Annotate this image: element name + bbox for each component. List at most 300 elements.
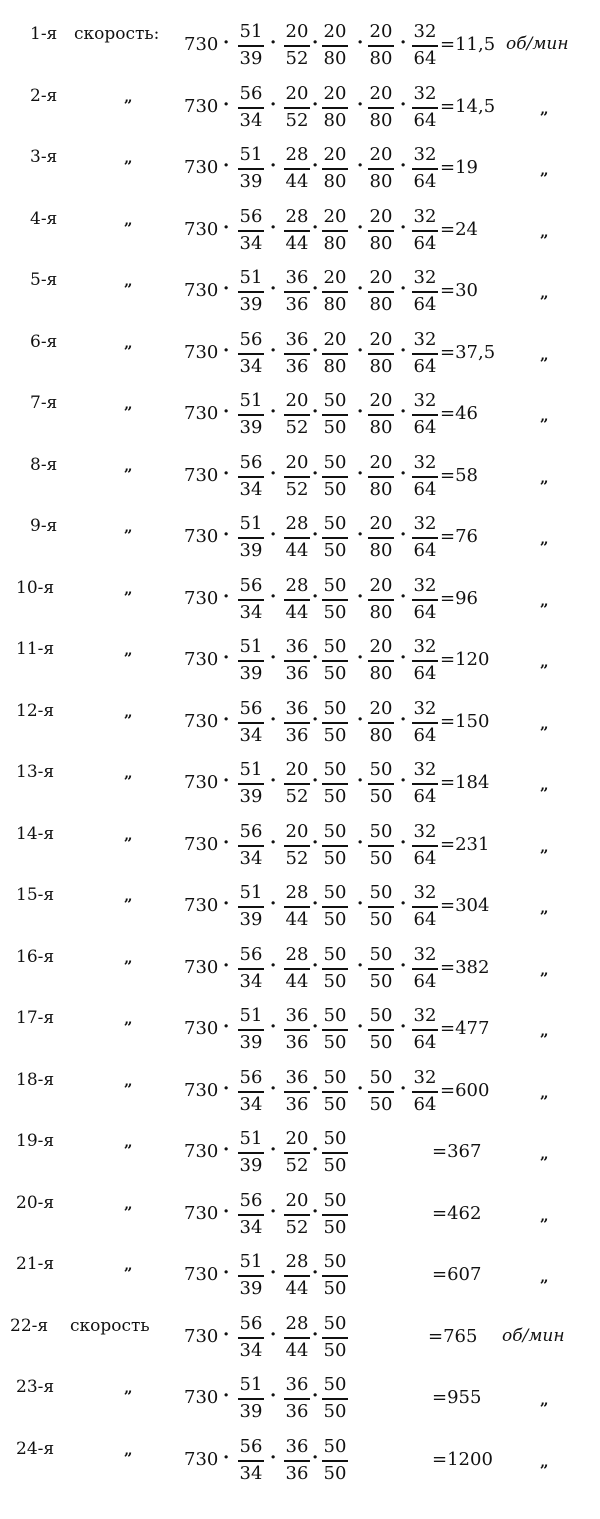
fraction-numerator: 20 — [323, 83, 347, 104]
gear-fraction — [236, 570, 266, 630]
fraction-denominator: 39 — [239, 171, 263, 192]
unit-ditto-mark: „ — [540, 961, 549, 979]
gear-fraction — [320, 1308, 350, 1368]
fraction-denominator: 36 — [285, 1463, 309, 1484]
fraction-bar — [368, 230, 394, 232]
fraction-denominator: 34 — [239, 971, 263, 992]
gear-fraction — [236, 754, 266, 814]
gear-fraction — [410, 447, 440, 507]
multiply-dot: · — [270, 647, 277, 668]
fraction-denominator: 50 — [323, 909, 347, 930]
fraction-bar — [238, 906, 264, 908]
fraction-numerator: 20 — [369, 329, 393, 350]
fraction-denominator: 80 — [369, 48, 393, 69]
multiply-dot: · — [357, 832, 364, 853]
fraction-denominator: 80 — [323, 233, 347, 254]
gear-fraction — [282, 570, 312, 630]
fraction-bar — [284, 1152, 310, 1154]
fraction-bar — [412, 230, 438, 232]
speed-label: скорость: — [74, 24, 160, 44]
base-value: 730 — [184, 649, 219, 670]
gear-fraction — [282, 139, 312, 199]
fraction-denominator: 80 — [323, 171, 347, 192]
fraction-numerator: 50 — [323, 1374, 347, 1395]
formula-row — [0, 877, 600, 939]
ditto-mark: „ — [124, 518, 133, 536]
multiply-dot: · — [312, 524, 319, 545]
result-value: =477 — [440, 1018, 490, 1039]
gear-fraction — [366, 816, 396, 876]
fraction-numerator: 32 — [413, 452, 437, 473]
multiply-dot: · — [223, 770, 230, 791]
fraction-bar — [322, 1398, 348, 1400]
gear-fraction — [282, 693, 312, 753]
multiply-dot: · — [312, 32, 319, 53]
ditto-mark: „ — [124, 1195, 133, 1213]
gear-fraction — [366, 324, 396, 384]
fraction-denominator: 64 — [413, 540, 437, 561]
fraction-bar — [322, 845, 348, 847]
fraction-denominator: 44 — [285, 1278, 309, 1299]
fraction-numerator: 50 — [323, 390, 347, 411]
result-value: =367 — [432, 1141, 482, 1162]
gear-fraction — [282, 385, 312, 445]
base-value: 730 — [184, 526, 219, 547]
base-value: 730 — [184, 403, 219, 424]
gear-fraction — [236, 139, 266, 199]
base-value: 730 — [184, 834, 219, 855]
fraction-bar — [322, 1214, 348, 1216]
speed-index: 13-я — [16, 762, 55, 782]
fraction-numerator: 32 — [413, 882, 437, 903]
gear-fraction — [410, 816, 440, 876]
formula-row — [0, 1185, 600, 1247]
multiply-dot: · — [223, 1078, 230, 1099]
multiply-dot: · — [312, 770, 319, 791]
multiply-dot: · — [270, 586, 277, 607]
fraction-bar — [322, 1460, 348, 1462]
multiply-dot: · — [270, 1385, 277, 1406]
multiply-dot: · — [223, 1139, 230, 1160]
unit-ditto-mark: „ — [540, 653, 549, 671]
fraction-numerator: 32 — [413, 821, 437, 842]
speed-index: 6-я — [30, 332, 58, 352]
ditto-mark: „ — [124, 1010, 133, 1028]
fraction-numerator: 32 — [413, 144, 437, 165]
fraction-numerator: 50 — [369, 821, 393, 842]
multiply-dot: · — [357, 217, 364, 238]
fraction-denominator: 52 — [285, 1155, 309, 1176]
fraction-numerator: 56 — [239, 698, 263, 719]
gear-fraction — [366, 16, 396, 76]
speed-index: 23-я — [16, 1377, 55, 1397]
gear-fraction — [410, 78, 440, 138]
fraction-denominator: 34 — [239, 356, 263, 377]
fraction-bar — [322, 414, 348, 416]
multiply-dot: · — [223, 586, 230, 607]
speed-label: скорость — [70, 1316, 150, 1336]
fraction-numerator: 36 — [285, 1005, 309, 1026]
fraction-denominator: 39 — [239, 294, 263, 315]
unit-ditto-mark: „ — [540, 469, 549, 487]
fraction-bar — [284, 845, 310, 847]
fraction-numerator: 50 — [323, 1067, 347, 1088]
multiply-dot: · — [270, 1447, 277, 1468]
unit-ditto-mark: „ — [540, 715, 549, 733]
gear-fraction — [320, 1062, 350, 1122]
fraction-denominator: 50 — [323, 540, 347, 561]
gear-fraction — [236, 693, 266, 753]
fraction-bar — [238, 968, 264, 970]
gear-fraction — [282, 939, 312, 999]
fraction-numerator: 20 — [285, 452, 309, 473]
fraction-numerator: 28 — [285, 1313, 309, 1334]
fraction-denominator: 36 — [285, 663, 309, 684]
fraction-numerator: 51 — [239, 513, 263, 534]
speed-index: 3-я — [30, 147, 58, 167]
fraction-denominator: 50 — [369, 786, 393, 807]
fraction-numerator: 32 — [413, 206, 437, 227]
fraction-numerator: 36 — [285, 329, 309, 350]
result-value: =955 — [432, 1387, 482, 1408]
base-value: 730 — [184, 1264, 219, 1285]
gear-fraction — [410, 939, 440, 999]
base-value: 730 — [184, 895, 219, 916]
fraction-denominator: 39 — [239, 786, 263, 807]
fraction-denominator: 52 — [285, 479, 309, 500]
multiply-dot: · — [312, 1139, 319, 1160]
gear-fraction — [282, 1000, 312, 1060]
fraction-numerator: 56 — [239, 1190, 263, 1211]
multiply-dot: · — [270, 1139, 277, 1160]
fraction-bar — [412, 783, 438, 785]
ditto-mark: „ — [124, 764, 133, 782]
fraction-bar — [412, 537, 438, 539]
fraction-numerator: 36 — [285, 636, 309, 657]
fraction-denominator: 50 — [323, 848, 347, 869]
fraction-bar — [322, 906, 348, 908]
fraction-numerator: 20 — [369, 206, 393, 227]
multiply-dot: · — [270, 893, 277, 914]
multiply-dot: · — [357, 709, 364, 730]
multiply-dot: · — [223, 94, 230, 115]
fraction-denominator: 64 — [413, 725, 437, 746]
multiply-dot: · — [312, 94, 319, 115]
fraction-denominator: 50 — [323, 1032, 347, 1053]
base-value: 730 — [184, 1449, 219, 1470]
fraction-denominator: 34 — [239, 1463, 263, 1484]
fraction-denominator: 80 — [369, 725, 393, 746]
fraction-numerator: 28 — [285, 882, 309, 903]
fraction-denominator: 50 — [369, 909, 393, 930]
multiply-dot: · — [312, 893, 319, 914]
fraction-denominator: 80 — [369, 479, 393, 500]
multiply-dot: · — [357, 1016, 364, 1037]
fraction-denominator: 50 — [323, 1401, 347, 1422]
ditto-mark: „ — [124, 826, 133, 844]
gear-fraction — [282, 816, 312, 876]
gear-fraction — [282, 16, 312, 76]
fraction-denominator: 36 — [285, 356, 309, 377]
unit-ditto-mark: „ — [540, 1453, 549, 1471]
formula-row — [0, 508, 600, 570]
fraction-numerator: 51 — [239, 21, 263, 42]
unit-ditto-mark: „ — [540, 1268, 549, 1286]
unit-ditto-mark: „ — [540, 161, 549, 179]
result-value: =600 — [440, 1080, 490, 1101]
gear-fraction — [366, 78, 396, 138]
fraction-numerator: 28 — [285, 144, 309, 165]
fraction-numerator: 50 — [323, 944, 347, 965]
fraction-bar — [322, 476, 348, 478]
fraction-denominator: 64 — [413, 294, 437, 315]
multiply-dot: · — [223, 340, 230, 361]
result-value: =382 — [440, 957, 490, 978]
multiply-dot: · — [223, 832, 230, 853]
ditto-mark: „ — [124, 88, 133, 106]
fraction-denominator: 50 — [323, 971, 347, 992]
fraction-bar — [238, 1029, 264, 1031]
multiply-dot: · — [270, 32, 277, 53]
multiply-dot: · — [223, 32, 230, 53]
fraction-numerator: 56 — [239, 944, 263, 965]
fraction-denominator: 39 — [239, 1278, 263, 1299]
gear-fraction — [282, 877, 312, 937]
speed-index: 22-я — [10, 1316, 49, 1336]
fraction-denominator: 39 — [239, 48, 263, 69]
fraction-bar — [284, 230, 310, 232]
fraction-bar — [284, 1029, 310, 1031]
gear-fraction — [236, 1185, 266, 1245]
multiply-dot: · — [357, 155, 364, 176]
multiply-dot: · — [400, 217, 407, 238]
fraction-bar — [284, 476, 310, 478]
fraction-numerator: 50 — [323, 821, 347, 842]
gear-fraction — [320, 877, 350, 937]
fraction-numerator: 20 — [369, 144, 393, 165]
fraction-bar — [238, 1337, 264, 1339]
multiply-dot: · — [270, 278, 277, 299]
unit-ditto-mark: „ — [540, 592, 549, 610]
base-value: 730 — [184, 1018, 219, 1039]
unit-ditto-mark: „ — [540, 1391, 549, 1409]
unit-ditto-mark: „ — [540, 838, 549, 856]
base-value: 730 — [184, 157, 219, 178]
fraction-numerator: 51 — [239, 882, 263, 903]
base-value: 730 — [184, 219, 219, 240]
fraction-bar — [238, 722, 264, 724]
unit-ditto-mark: „ — [540, 284, 549, 302]
fraction-denominator: 50 — [323, 725, 347, 746]
base-value: 730 — [184, 34, 219, 55]
fraction-bar — [412, 107, 438, 109]
gear-fraction — [320, 508, 350, 568]
multiply-dot: · — [270, 1262, 277, 1283]
fraction-denominator: 50 — [369, 971, 393, 992]
fraction-numerator: 50 — [323, 636, 347, 657]
result-value: =120 — [440, 649, 490, 670]
multiply-dot: · — [400, 647, 407, 668]
gear-fraction — [282, 754, 312, 814]
fraction-denominator: 64 — [413, 479, 437, 500]
fraction-denominator: 50 — [369, 1094, 393, 1115]
fraction-numerator: 51 — [239, 1128, 263, 1149]
formula-row — [0, 1000, 600, 1062]
fraction-bar — [238, 660, 264, 662]
ditto-mark: „ — [124, 1379, 133, 1397]
unit-label: об/мин — [502, 1326, 565, 1346]
fraction-denominator: 52 — [285, 110, 309, 131]
fraction-numerator: 32 — [413, 1067, 437, 1088]
fraction-numerator: 28 — [285, 575, 309, 596]
multiply-dot: · — [223, 155, 230, 176]
result-value: =231 — [440, 834, 490, 855]
multiply-dot: · — [400, 94, 407, 115]
result-value: =30 — [440, 280, 478, 301]
fraction-numerator: 51 — [239, 1005, 263, 1026]
fraction-denominator: 34 — [239, 1340, 263, 1361]
multiply-dot: · — [312, 586, 319, 607]
multiply-dot: · — [312, 1447, 319, 1468]
multiply-dot: · — [270, 155, 277, 176]
formula-row — [0, 1431, 600, 1493]
gear-fraction — [366, 139, 396, 199]
fraction-numerator: 36 — [285, 1374, 309, 1395]
result-value: =76 — [440, 526, 478, 547]
fraction-denominator: 34 — [239, 848, 263, 869]
formula-row — [0, 447, 600, 509]
fraction-denominator: 39 — [239, 1032, 263, 1053]
ditto-mark: „ — [124, 457, 133, 475]
gear-fraction — [366, 570, 396, 630]
formula-row — [0, 201, 600, 263]
unit-label: об/мин — [506, 34, 569, 54]
fraction-denominator: 50 — [323, 417, 347, 438]
gear-fraction — [236, 324, 266, 384]
ditto-mark: „ — [124, 211, 133, 229]
gear-fraction — [282, 447, 312, 507]
fraction-denominator: 80 — [369, 110, 393, 131]
fraction-bar — [368, 660, 394, 662]
fraction-numerator: 20 — [369, 575, 393, 596]
fraction-bar — [368, 353, 394, 355]
fraction-denominator: 50 — [323, 1278, 347, 1299]
result-value: =24 — [440, 219, 478, 240]
fraction-bar — [412, 599, 438, 601]
result-value: =19 — [440, 157, 478, 178]
gear-fraction — [410, 262, 440, 322]
base-value: 730 — [184, 342, 219, 363]
fraction-denominator: 36 — [285, 1094, 309, 1115]
ditto-mark: „ — [124, 703, 133, 721]
gear-fraction — [236, 1062, 266, 1122]
fraction-bar — [238, 1275, 264, 1277]
fraction-bar — [238, 476, 264, 478]
base-value: 730 — [184, 1080, 219, 1101]
fraction-numerator: 50 — [323, 575, 347, 596]
gear-fraction — [282, 1246, 312, 1306]
multiply-dot: · — [270, 463, 277, 484]
formula-row — [0, 78, 600, 140]
gear-fraction — [236, 1308, 266, 1368]
fraction-numerator: 56 — [239, 1436, 263, 1457]
base-value: 730 — [184, 96, 219, 117]
fraction-bar — [412, 906, 438, 908]
ditto-mark: „ — [124, 272, 133, 290]
base-value: 730 — [184, 465, 219, 486]
gear-fraction — [282, 324, 312, 384]
formula-row — [0, 570, 600, 632]
fraction-denominator: 80 — [369, 294, 393, 315]
fraction-numerator: 50 — [323, 1436, 347, 1457]
multiply-dot: · — [357, 524, 364, 545]
gear-fraction — [366, 1062, 396, 1122]
multiply-dot: · — [357, 770, 364, 791]
fraction-denominator: 80 — [369, 233, 393, 254]
formula-row — [0, 631, 600, 693]
multiply-dot: · — [357, 278, 364, 299]
fraction-bar — [368, 845, 394, 847]
fraction-numerator: 20 — [323, 267, 347, 288]
fraction-denominator: 80 — [369, 417, 393, 438]
fraction-numerator: 20 — [285, 1190, 309, 1211]
fraction-numerator: 28 — [285, 206, 309, 227]
fraction-bar — [238, 845, 264, 847]
fraction-bar — [284, 599, 310, 601]
multiply-dot: · — [400, 155, 407, 176]
fraction-denominator: 36 — [285, 294, 309, 315]
fraction-numerator: 56 — [239, 452, 263, 473]
fraction-bar — [284, 906, 310, 908]
fraction-numerator: 20 — [285, 759, 309, 780]
result-value: =14,5 — [440, 96, 496, 117]
fraction-denominator: 80 — [323, 110, 347, 131]
gear-fraction — [366, 693, 396, 753]
ditto-mark: „ — [124, 395, 133, 413]
fraction-bar — [284, 45, 310, 47]
gear-fraction — [410, 1000, 440, 1060]
fraction-denominator: 52 — [285, 786, 309, 807]
fraction-bar — [322, 722, 348, 724]
multiply-dot: · — [312, 401, 319, 422]
multiply-dot: · — [357, 94, 364, 115]
fraction-bar — [238, 599, 264, 601]
multiply-dot: · — [357, 647, 364, 668]
multiply-dot: · — [223, 647, 230, 668]
fraction-denominator: 64 — [413, 1032, 437, 1053]
multiply-dot: · — [312, 463, 319, 484]
gear-fraction — [410, 139, 440, 199]
fraction-numerator: 20 — [369, 636, 393, 657]
gear-fraction — [320, 201, 350, 261]
formula-row — [0, 139, 600, 201]
gear-fraction — [410, 631, 440, 691]
multiply-dot: · — [400, 586, 407, 607]
multiply-dot: · — [357, 340, 364, 361]
fraction-denominator: 64 — [413, 1094, 437, 1115]
fraction-numerator: 20 — [323, 329, 347, 350]
fraction-bar — [412, 1029, 438, 1031]
gear-fraction — [282, 1062, 312, 1122]
ditto-mark: „ — [124, 641, 133, 659]
gear-fraction — [320, 385, 350, 445]
ditto-mark: „ — [124, 580, 133, 598]
ditto-mark: „ — [124, 1441, 133, 1459]
base-value: 730 — [184, 1141, 219, 1162]
fraction-denominator: 34 — [239, 1217, 263, 1238]
fraction-bar — [368, 107, 394, 109]
unit-ditto-mark: „ — [540, 100, 549, 118]
